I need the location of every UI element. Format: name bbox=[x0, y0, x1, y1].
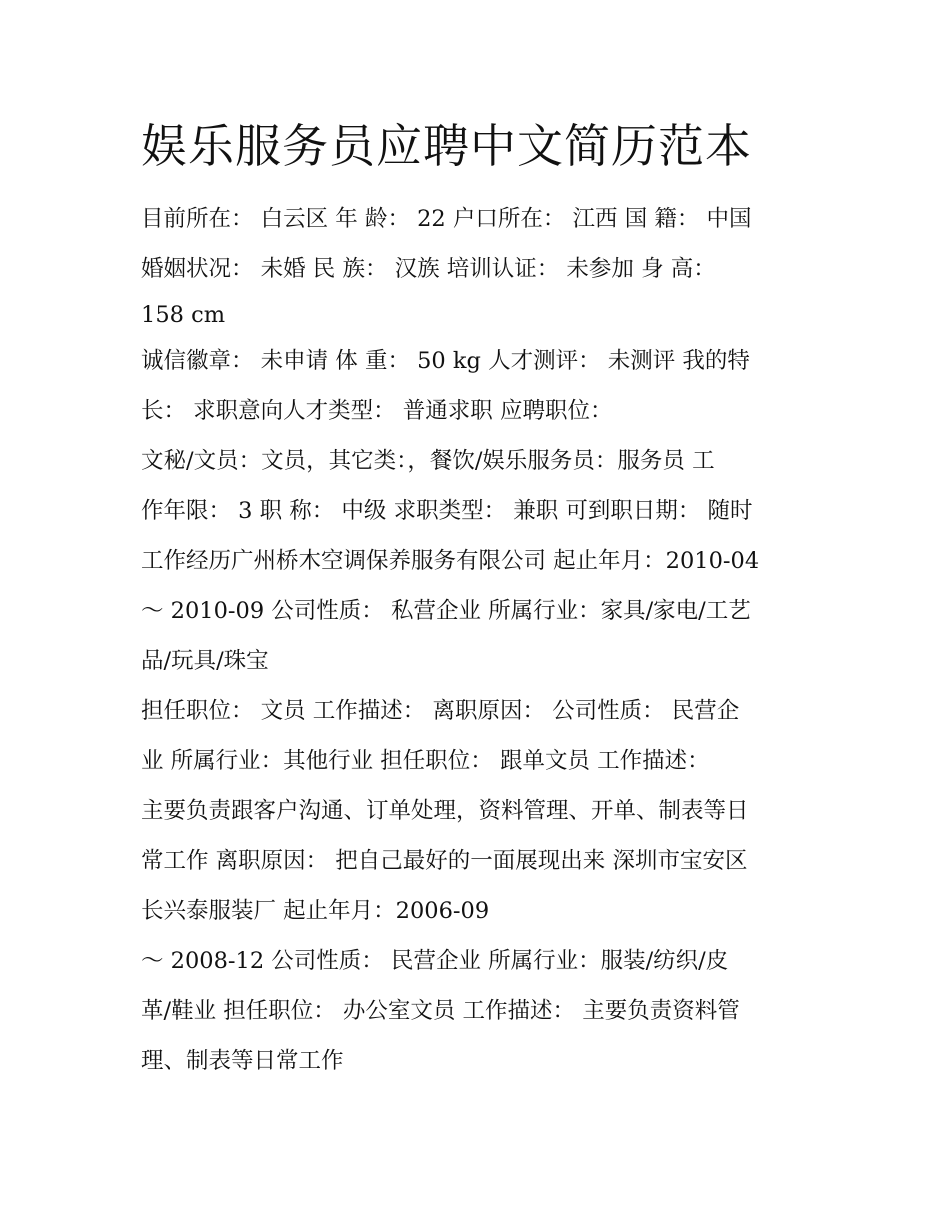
text-line: 诚信徽章： 未申请 体 重： 50 kg 人才测评： 未测评 我的特 bbox=[141, 348, 750, 374]
text-line: 长兴泰服装厂 起止年月：2006-09 bbox=[141, 898, 490, 924]
text-line: ～ 2008-12 公司性质： 民营企业 所属行业：服装/纺织/皮 bbox=[141, 948, 729, 974]
document-title: 娱乐服务员应聘中文简历范本 bbox=[141, 119, 752, 173]
text-line: 长： 求职意向人才类型： 普通求职 应聘职位： bbox=[141, 398, 613, 424]
text-line: 革/鞋业 担任职位： 办公室文员 工作描述： 主要负责资料管 bbox=[141, 998, 740, 1024]
text-line: 文秘/文员：文员，其它类：，餐饮/娱乐服务员：服务员 工 bbox=[141, 448, 715, 474]
document-page bbox=[141, 110, 821, 1086]
text-line: 理、制表等日常工作 bbox=[141, 1048, 344, 1074]
text-line: 工作经历广州桥木空调保养服务有限公司 起止年月：2010-04 bbox=[141, 548, 760, 574]
text-line: 目前所在： 白云区 年 龄： 22 户口所在： 江西 国 籍： 中国 bbox=[141, 206, 752, 232]
text-line: 常工作 离职原因： 把自己最好的一面展现出来 深圳市宝安区 bbox=[141, 848, 748, 874]
text-line: 品/玩具/珠宝 bbox=[141, 648, 269, 674]
text-line: 158 cm bbox=[141, 302, 226, 328]
text-line: 业 所属行业：其他行业 担任职位： 跟单文员 工作描述： bbox=[141, 748, 710, 774]
text-line: 主要负责跟客户沟通、订单处理，资料管理、开单、制表等日 bbox=[141, 798, 749, 824]
text-line: 婚姻状况： 未婚 民 族： 汉族 培训认证： 未参加 身 高： bbox=[141, 256, 716, 282]
text-line: 担任职位： 文员 工作描述： 离职原因： 公司性质： 民营企 bbox=[141, 698, 740, 724]
text-line: 作年限： 3 职 称： 中级 求职类型： 兼职 可到职日期： 随时 bbox=[141, 498, 753, 524]
text-line: ～ 2010-09 公司性质： 私营企业 所属行业：家具/家电/工艺 bbox=[141, 598, 751, 624]
